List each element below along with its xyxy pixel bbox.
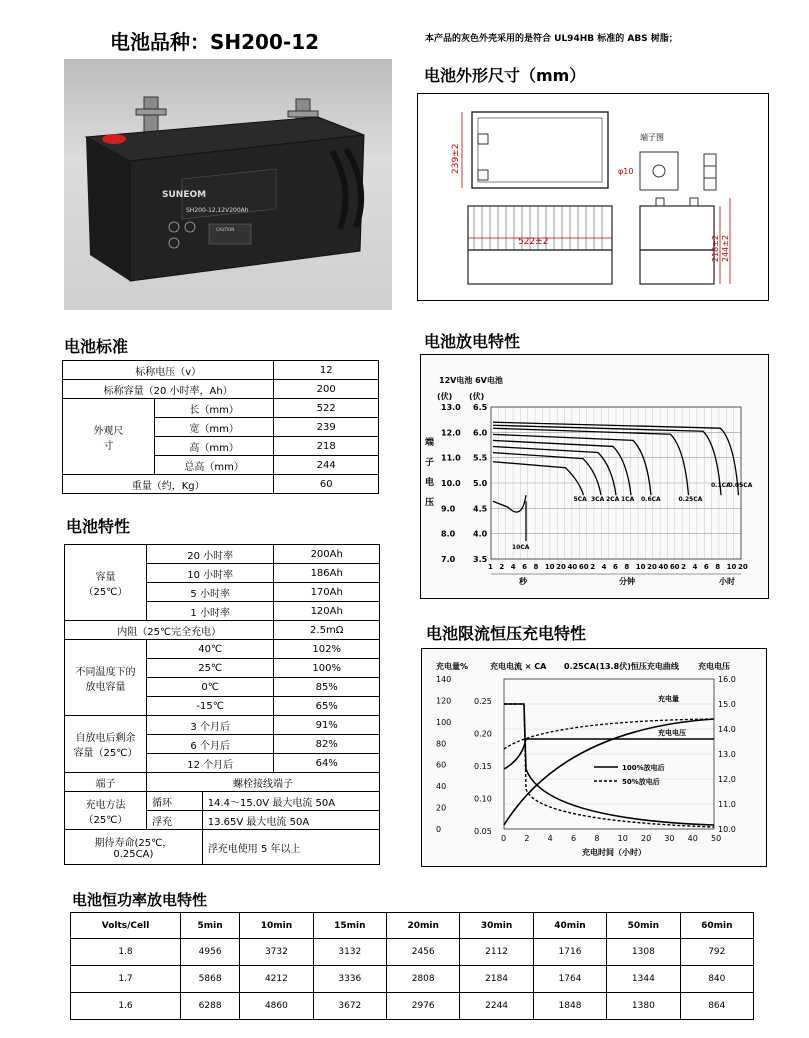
capacity-curve-label: 充电量 bbox=[658, 695, 679, 703]
dimension-drawing bbox=[417, 93, 769, 301]
header-capacity: 充电量% bbox=[436, 662, 469, 671]
x-tick: 20 bbox=[641, 834, 652, 843]
x-tick: 10 bbox=[617, 834, 628, 843]
left-tick: 8.0 bbox=[441, 529, 456, 539]
right-tick: 6.0 bbox=[473, 428, 488, 438]
char-label: 40℃ bbox=[146, 640, 273, 659]
char-label: 25℃ bbox=[146, 659, 273, 678]
table-row bbox=[65, 621, 380, 640]
capacity-tick: 100 bbox=[436, 717, 452, 727]
x-group-label: 秒 bbox=[519, 577, 527, 586]
discharge-curve bbox=[493, 462, 584, 495]
standard-value: 60 bbox=[274, 475, 379, 494]
material-note: 本产品的灰色外壳采用的是符合 UL94HB 标准的 ABS 树脂； bbox=[425, 34, 678, 44]
char-label: 6 个月后 bbox=[146, 735, 273, 754]
x-tick: 4 bbox=[510, 563, 516, 571]
power-cell: 3672 bbox=[313, 993, 386, 1020]
char-value: 102% bbox=[274, 640, 380, 659]
char-label: 0℃ bbox=[146, 678, 273, 697]
current-tick: 0.25 bbox=[474, 697, 492, 706]
volts-cell: 1.7 bbox=[71, 966, 181, 993]
capacity-tick: 20 bbox=[436, 803, 447, 813]
table-row bbox=[63, 361, 379, 380]
curve-label: 0.25CA bbox=[678, 496, 703, 504]
discharge-title: 电池放电特性 bbox=[424, 332, 521, 351]
power-cell: 1848 bbox=[533, 993, 606, 1020]
total-height-dim: 244±2 bbox=[721, 234, 730, 262]
char-label: 期待寿命(25℃，0.25CA) bbox=[65, 830, 203, 865]
length-dim: 522±2 bbox=[518, 237, 549, 247]
voltage-tick: 12.0 bbox=[718, 775, 736, 784]
power-cell: 3132 bbox=[313, 939, 386, 966]
char-label: 1 小时率 bbox=[146, 602, 273, 621]
self-discharge-label: 自放电后剩余容量（25℃） bbox=[65, 716, 147, 773]
right-axis-unit: (伏) bbox=[469, 392, 485, 401]
chart-header: 12V电池 6V电池 bbox=[439, 376, 503, 385]
curve-label: 0.6CA bbox=[641, 496, 661, 504]
x-group-label: 小时 bbox=[719, 577, 735, 586]
column-header: 20min bbox=[387, 913, 460, 939]
x-tick: 20 bbox=[647, 563, 657, 571]
standard-value: 200 bbox=[274, 380, 379, 399]
table-row bbox=[63, 475, 379, 494]
x-tick: 4 bbox=[692, 563, 698, 571]
char-value: 14.4～15.0V 最大电流 50A bbox=[202, 792, 379, 811]
power-cell: 792 bbox=[680, 939, 753, 966]
discharge-curve bbox=[493, 495, 526, 512]
discharge-chart bbox=[420, 354, 769, 599]
char-value: 13.65V 最大电流 50A bbox=[202, 811, 379, 830]
table-row bbox=[71, 966, 754, 993]
appearance-label: 外观尺寸 bbox=[63, 399, 155, 475]
x-tick: 2 bbox=[681, 563, 687, 571]
volts-cell: 1.6 bbox=[71, 993, 181, 1020]
curve-label: 2CA bbox=[606, 496, 620, 504]
voltage-tick: 10.0 bbox=[718, 825, 736, 834]
side-label: 子 bbox=[425, 458, 435, 468]
char-value: 200Ah bbox=[274, 545, 380, 564]
standard-label: 标称电压（v） bbox=[63, 361, 274, 380]
capacity-tick: 120 bbox=[436, 696, 452, 706]
table-row bbox=[65, 640, 380, 659]
char-label: 5 小时率 bbox=[146, 583, 273, 602]
voltage-tick: 11.0 bbox=[718, 800, 736, 809]
standard-label: 高（mm） bbox=[154, 437, 274, 456]
column-header: 10min bbox=[240, 913, 313, 939]
table-row bbox=[65, 773, 380, 792]
table-row bbox=[63, 399, 379, 418]
power-cell: 1344 bbox=[607, 966, 680, 993]
voltage-tick: 14.0 bbox=[718, 725, 736, 734]
power-title: 电池恒功率放电特性 bbox=[72, 891, 208, 909]
left-axis-unit: (伏) bbox=[437, 392, 453, 401]
capacity-label: 容量（25℃） bbox=[65, 545, 147, 621]
curve-label: 0.05CA bbox=[728, 482, 753, 490]
x-tick: 40 bbox=[687, 834, 698, 843]
x-axis-label: 充电时间（小时） bbox=[582, 848, 646, 857]
column-header: 30min bbox=[460, 913, 533, 939]
charging-title: 电池限流恒压充电特性 bbox=[426, 624, 587, 643]
power-cell: 2976 bbox=[387, 993, 460, 1020]
capacity-tick: 0 bbox=[436, 825, 442, 834]
terminal-figure-label: 端子图 bbox=[640, 133, 664, 142]
standard-label: 总高（mm） bbox=[154, 456, 274, 475]
x-tick: 6 bbox=[571, 834, 577, 843]
table-row bbox=[65, 716, 380, 735]
dimensions-title: 电池外形尺寸（mm） bbox=[424, 66, 586, 85]
characteristics-table bbox=[64, 544, 380, 865]
column-header: 60min bbox=[680, 913, 753, 939]
left-tick: 12.0 bbox=[441, 428, 461, 438]
battery-photo bbox=[64, 59, 392, 310]
power-cell: 2112 bbox=[460, 939, 533, 966]
power-cell: 2244 bbox=[460, 993, 533, 1020]
char-label: -15℃ bbox=[146, 697, 273, 716]
legend-label-100: 100%放电后 bbox=[622, 764, 665, 772]
side-label: 端 bbox=[425, 438, 435, 448]
char-label: 浮充 bbox=[146, 811, 202, 830]
x-tick: 10 bbox=[726, 563, 737, 571]
x-tick: 2 bbox=[499, 563, 505, 571]
x-tick: 20 bbox=[738, 563, 748, 571]
char-value: 120Ah bbox=[274, 602, 380, 621]
x-tick: 10 bbox=[544, 563, 555, 571]
power-cell: 3732 bbox=[240, 939, 313, 966]
power-cell: 3336 bbox=[313, 966, 386, 993]
power-cell: 4860 bbox=[240, 993, 313, 1020]
char-value: 85% bbox=[274, 678, 380, 697]
characteristics-title: 电池特性 bbox=[66, 517, 131, 536]
char-value: 浮充电使用 5 年以上 bbox=[202, 830, 379, 865]
standard-label: 长（mm） bbox=[154, 399, 274, 418]
x-tick: 4 bbox=[601, 563, 607, 571]
capacity-tick: 40 bbox=[436, 782, 447, 792]
standard-value: 12 bbox=[274, 361, 379, 380]
standard-label: 重量（约，Kg） bbox=[63, 475, 274, 494]
x-tick: 20 bbox=[556, 563, 566, 571]
current-tick: 0.20 bbox=[474, 729, 492, 739]
power-cell: 1380 bbox=[607, 993, 680, 1020]
capacity-tick: 140 bbox=[436, 675, 452, 684]
column-header: 50min bbox=[607, 913, 680, 939]
model-label: SH200-12,12V200Ah bbox=[186, 207, 249, 214]
discharge-curve bbox=[493, 422, 739, 495]
table-row bbox=[65, 830, 380, 865]
left-tick: 10.0 bbox=[441, 479, 461, 488]
x-tick: 1 bbox=[488, 563, 493, 571]
x-tick: 2 bbox=[524, 834, 530, 843]
left-tick: 13.0 bbox=[441, 403, 461, 412]
x-tick: 8 bbox=[533, 563, 539, 571]
voltage-tick: 13.0 bbox=[718, 750, 736, 759]
x-tick: 60 bbox=[669, 563, 680, 571]
brand-logo: SUNEOM bbox=[162, 190, 207, 200]
table-header-row bbox=[71, 913, 754, 939]
standard-table bbox=[62, 360, 379, 494]
char-label: 内阻（25℃完全充电） bbox=[65, 621, 274, 640]
charging-chart bbox=[421, 648, 767, 867]
column-header: 15min bbox=[313, 913, 386, 939]
voltage-tick: 15.0 bbox=[718, 700, 736, 709]
side-label: 压 bbox=[425, 498, 435, 508]
standard-label: 宽（mm） bbox=[154, 418, 274, 437]
char-value: 82% bbox=[274, 735, 380, 754]
x-tick: 10 bbox=[635, 563, 646, 571]
header-curve: 0.25CA(13.8伏)恒压充电曲线 bbox=[564, 662, 679, 671]
table-row bbox=[71, 939, 754, 966]
power-cell: 2184 bbox=[460, 966, 533, 993]
header-current: 充电电流 × CA bbox=[490, 662, 547, 671]
char-value: 64% bbox=[274, 754, 380, 773]
x-tick: 6 bbox=[522, 563, 527, 571]
x-tick: 8 bbox=[624, 563, 630, 571]
standard-value: 239 bbox=[274, 418, 379, 437]
curve-label: 3CA bbox=[591, 496, 605, 504]
voltage-curve-label: 充电电压 bbox=[658, 729, 686, 737]
char-value: 91% bbox=[274, 716, 380, 735]
table-row bbox=[71, 993, 754, 1020]
legend-label-50: 50%放电后 bbox=[622, 778, 660, 786]
char-value: 170Ah bbox=[274, 583, 380, 602]
caution-label: CAUTION bbox=[216, 227, 235, 232]
right-tick: 3.5 bbox=[473, 555, 488, 564]
discharge-curve bbox=[493, 453, 601, 496]
curve-label: 10CA bbox=[512, 544, 530, 551]
right-tick: 4.0 bbox=[473, 529, 488, 539]
char-value: 100% bbox=[274, 659, 380, 678]
standard-value: 218 bbox=[274, 437, 379, 456]
right-tick: 5.0 bbox=[473, 479, 488, 488]
terminal-diameter: φ10 bbox=[618, 167, 634, 176]
power-cell: 1764 bbox=[533, 966, 606, 993]
column-header: Volts/Cell bbox=[71, 913, 181, 939]
right-tick: 4.5 bbox=[473, 504, 488, 514]
x-group-label: 分钟 bbox=[619, 577, 635, 586]
char-label: 端子 bbox=[65, 773, 147, 792]
capacity-tick: 80 bbox=[436, 739, 447, 749]
standard-value: 244 bbox=[274, 456, 379, 475]
power-cell: 2808 bbox=[387, 966, 460, 993]
right-tick: 6.5 bbox=[473, 403, 488, 412]
page-title: 电池品种：SH200-12 bbox=[110, 30, 320, 54]
standard-title: 电池标准 bbox=[64, 337, 129, 356]
standard-value: 522 bbox=[274, 399, 379, 418]
power-cell: 6288 bbox=[181, 993, 240, 1020]
table-row bbox=[65, 792, 380, 811]
power-cell: 1716 bbox=[533, 939, 606, 966]
left-tick: 9.0 bbox=[441, 504, 456, 514]
char-label: 循环 bbox=[146, 792, 202, 811]
char-value: 螺栓接线端子 bbox=[146, 773, 379, 792]
x-tick: 40 bbox=[567, 563, 578, 571]
char-label: 20 小时率 bbox=[146, 545, 273, 564]
char-value: 65% bbox=[274, 697, 380, 716]
x-tick: 0 bbox=[501, 834, 507, 843]
x-tick: 50 bbox=[711, 834, 722, 843]
volts-cell: 1.8 bbox=[71, 939, 181, 966]
column-header: 40min bbox=[533, 913, 606, 939]
capacity-tick: 60 bbox=[436, 760, 447, 770]
current-tick: 0.05 bbox=[474, 827, 492, 836]
power-cell: 5868 bbox=[181, 966, 240, 993]
x-tick: 40 bbox=[658, 563, 669, 571]
curve-label: 5CA bbox=[573, 496, 587, 504]
current-tick: 0.15 bbox=[474, 762, 492, 771]
char-value: 2.5mΩ bbox=[274, 621, 380, 640]
char-label: 3 个月后 bbox=[146, 716, 273, 735]
power-table bbox=[70, 912, 754, 1020]
right-tick: 5.5 bbox=[473, 453, 488, 463]
left-tick: 11.0 bbox=[441, 453, 461, 463]
x-tick: 60 bbox=[578, 563, 589, 571]
power-cell: 864 bbox=[680, 993, 753, 1020]
x-tick: 4 bbox=[547, 834, 553, 843]
column-header: 5min bbox=[181, 913, 240, 939]
char-label: 12 个月后 bbox=[146, 754, 273, 773]
current-tick: 0.10 bbox=[474, 794, 492, 804]
power-cell: 4956 bbox=[181, 939, 240, 966]
standard-label: 标称容量（20 小时率，Ah） bbox=[63, 380, 274, 399]
char-label: 10 小时率 bbox=[146, 564, 273, 583]
voltage-tick: 16.0 bbox=[718, 675, 736, 684]
x-tick: 8 bbox=[715, 563, 721, 571]
table-row bbox=[63, 380, 379, 399]
x-tick: 6 bbox=[703, 563, 709, 571]
x-tick: 8 bbox=[594, 834, 600, 843]
power-cell: 2456 bbox=[387, 939, 460, 966]
x-tick: 2 bbox=[590, 563, 596, 571]
table-row bbox=[65, 545, 380, 564]
power-cell: 840 bbox=[680, 966, 753, 993]
x-tick: 30 bbox=[664, 834, 675, 843]
power-cell: 4212 bbox=[240, 966, 313, 993]
width-dim: 239±2 bbox=[451, 143, 461, 174]
left-tick: 7.0 bbox=[441, 555, 456, 564]
power-cell: 1308 bbox=[607, 939, 680, 966]
header-voltage: 充电电压 bbox=[698, 662, 730, 671]
curve-label: 0.1CA bbox=[711, 482, 731, 490]
x-tick: 6 bbox=[613, 563, 618, 571]
charge-method-label: 充电方法（25℃） bbox=[65, 792, 147, 830]
char-value: 186Ah bbox=[274, 564, 380, 583]
side-label: 电 bbox=[425, 478, 435, 488]
height-dim: 218±2 bbox=[711, 234, 720, 262]
temp-label: 不同温度下的放电容量 bbox=[65, 640, 147, 716]
curve-label: 1CA bbox=[621, 496, 635, 504]
